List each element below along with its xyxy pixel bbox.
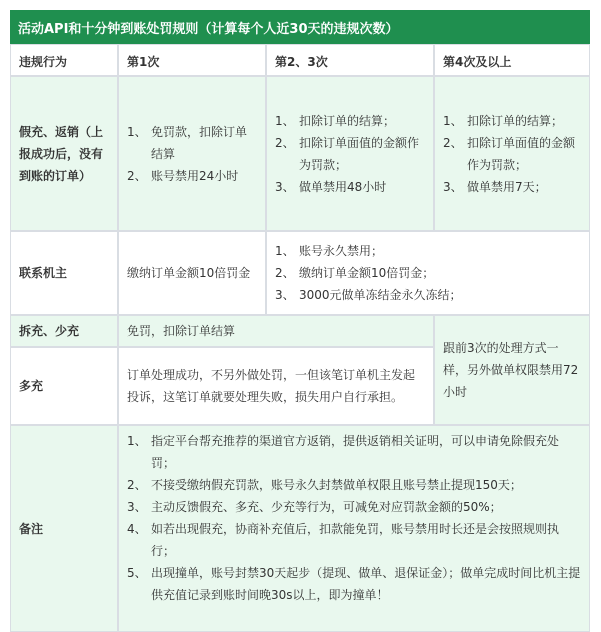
cell-text: 缴纳订单金额10倍罚金: [127, 266, 251, 280]
cell-fake-second: [266, 76, 434, 231]
fake-second-list: [275, 110, 425, 198]
list-item: 2、 扣除订单面值的金额作为罚款；: [443, 135, 576, 172]
cell-contact-first: [118, 231, 266, 315]
row-label-text: 联系机主: [19, 266, 68, 280]
list-item: 2、 账号禁用24小时: [127, 168, 239, 183]
notes-list: [127, 430, 581, 606]
list-item: 1、 扣除订单的结算；: [443, 113, 564, 128]
list-item: 1、 指定平台帮充推荐的渠道官方返销，提供返销相关证明，可以申请免除假充处罚；: [127, 434, 560, 470]
row-label-split-under: [10, 315, 118, 347]
list-item: 1、 账号永久禁用；: [275, 244, 384, 258]
list-item: 2、 不接受缴纳假充罚款，账号永久封禁做单权限且账号禁止提现150天；: [127, 478, 522, 492]
list-item: 1、 扣除订单的结算；: [275, 113, 396, 128]
header-second-third: 第2、3次: [266, 44, 434, 76]
table-title: 活动API和十分钟到账处罚规则（计算每个人近30天的违规次数）: [10, 10, 590, 44]
row-label-over-recharge: [10, 347, 118, 425]
cell-contact-rest: [266, 231, 590, 315]
list-item: 4、 如若出现假充，协商补充值后，扣款能免罚，账号禁用时长还是会按照规则执行；: [127, 522, 560, 558]
cell-notes: [118, 425, 590, 632]
list-item: 2、 缴纳订单金额10倍罚金；: [275, 266, 435, 280]
header-violation: 违规行为: [10, 44, 118, 76]
fake-fourth-list: [443, 110, 581, 198]
header-fourth-plus: 第4次及以上: [434, 44, 590, 76]
list-item: 3、 做单禁用48小时: [275, 179, 387, 194]
row-label-text: 多充: [19, 379, 44, 393]
row-label-text: 备注: [19, 521, 44, 536]
cell-under-first: [118, 315, 434, 347]
cell-text: 订单处理成功，不另外做处罚，一但该笔订单机主发起投诉，这笔订单就要处理失败，损失用户自行承担。: [127, 368, 416, 404]
list-item: 1、 免罚款，扣除订单结算: [127, 124, 248, 161]
cell-text: 免罚，扣除订单结算: [127, 324, 236, 338]
fake-first-list: [127, 121, 257, 187]
contact-rest-list: [275, 240, 462, 306]
cell-merged-repeat-rule: [434, 315, 590, 425]
cell-fake-fourth: [434, 76, 590, 231]
list-item: 3、 主动反馈假充、多充、少充等行为，可减免对应罚款金额的50%；: [127, 500, 502, 514]
cell-over-first: [118, 347, 434, 425]
header-first: 第1次: [118, 44, 266, 76]
row-label-text: 假充、返销（上报成功后，没有到账的订单）: [19, 124, 104, 183]
list-item: 3、 做单禁用7天；: [443, 179, 547, 194]
row-label-fake-recharge: [10, 76, 118, 231]
list-item: 2、 扣除订单面值的金额作为罚款；: [275, 135, 420, 172]
row-label-contact-owner: [10, 231, 118, 315]
list-item: 3、 3000元做单冻结金永久冻结；: [275, 288, 462, 302]
cell-text: 跟前3次的处理方式一样，另外做单权限禁用72小时: [443, 341, 579, 399]
cell-fake-first: [118, 76, 266, 231]
list-item: 5、 出现撞单，账号封禁30天起步（提现、做单、退保证金）；做单完成时间比机主提供充值记录到账时间晚30s以上，即为撞单！: [127, 566, 581, 602]
row-label-notes: [10, 425, 118, 632]
row-label-text: 拆充、少充: [19, 324, 80, 338]
